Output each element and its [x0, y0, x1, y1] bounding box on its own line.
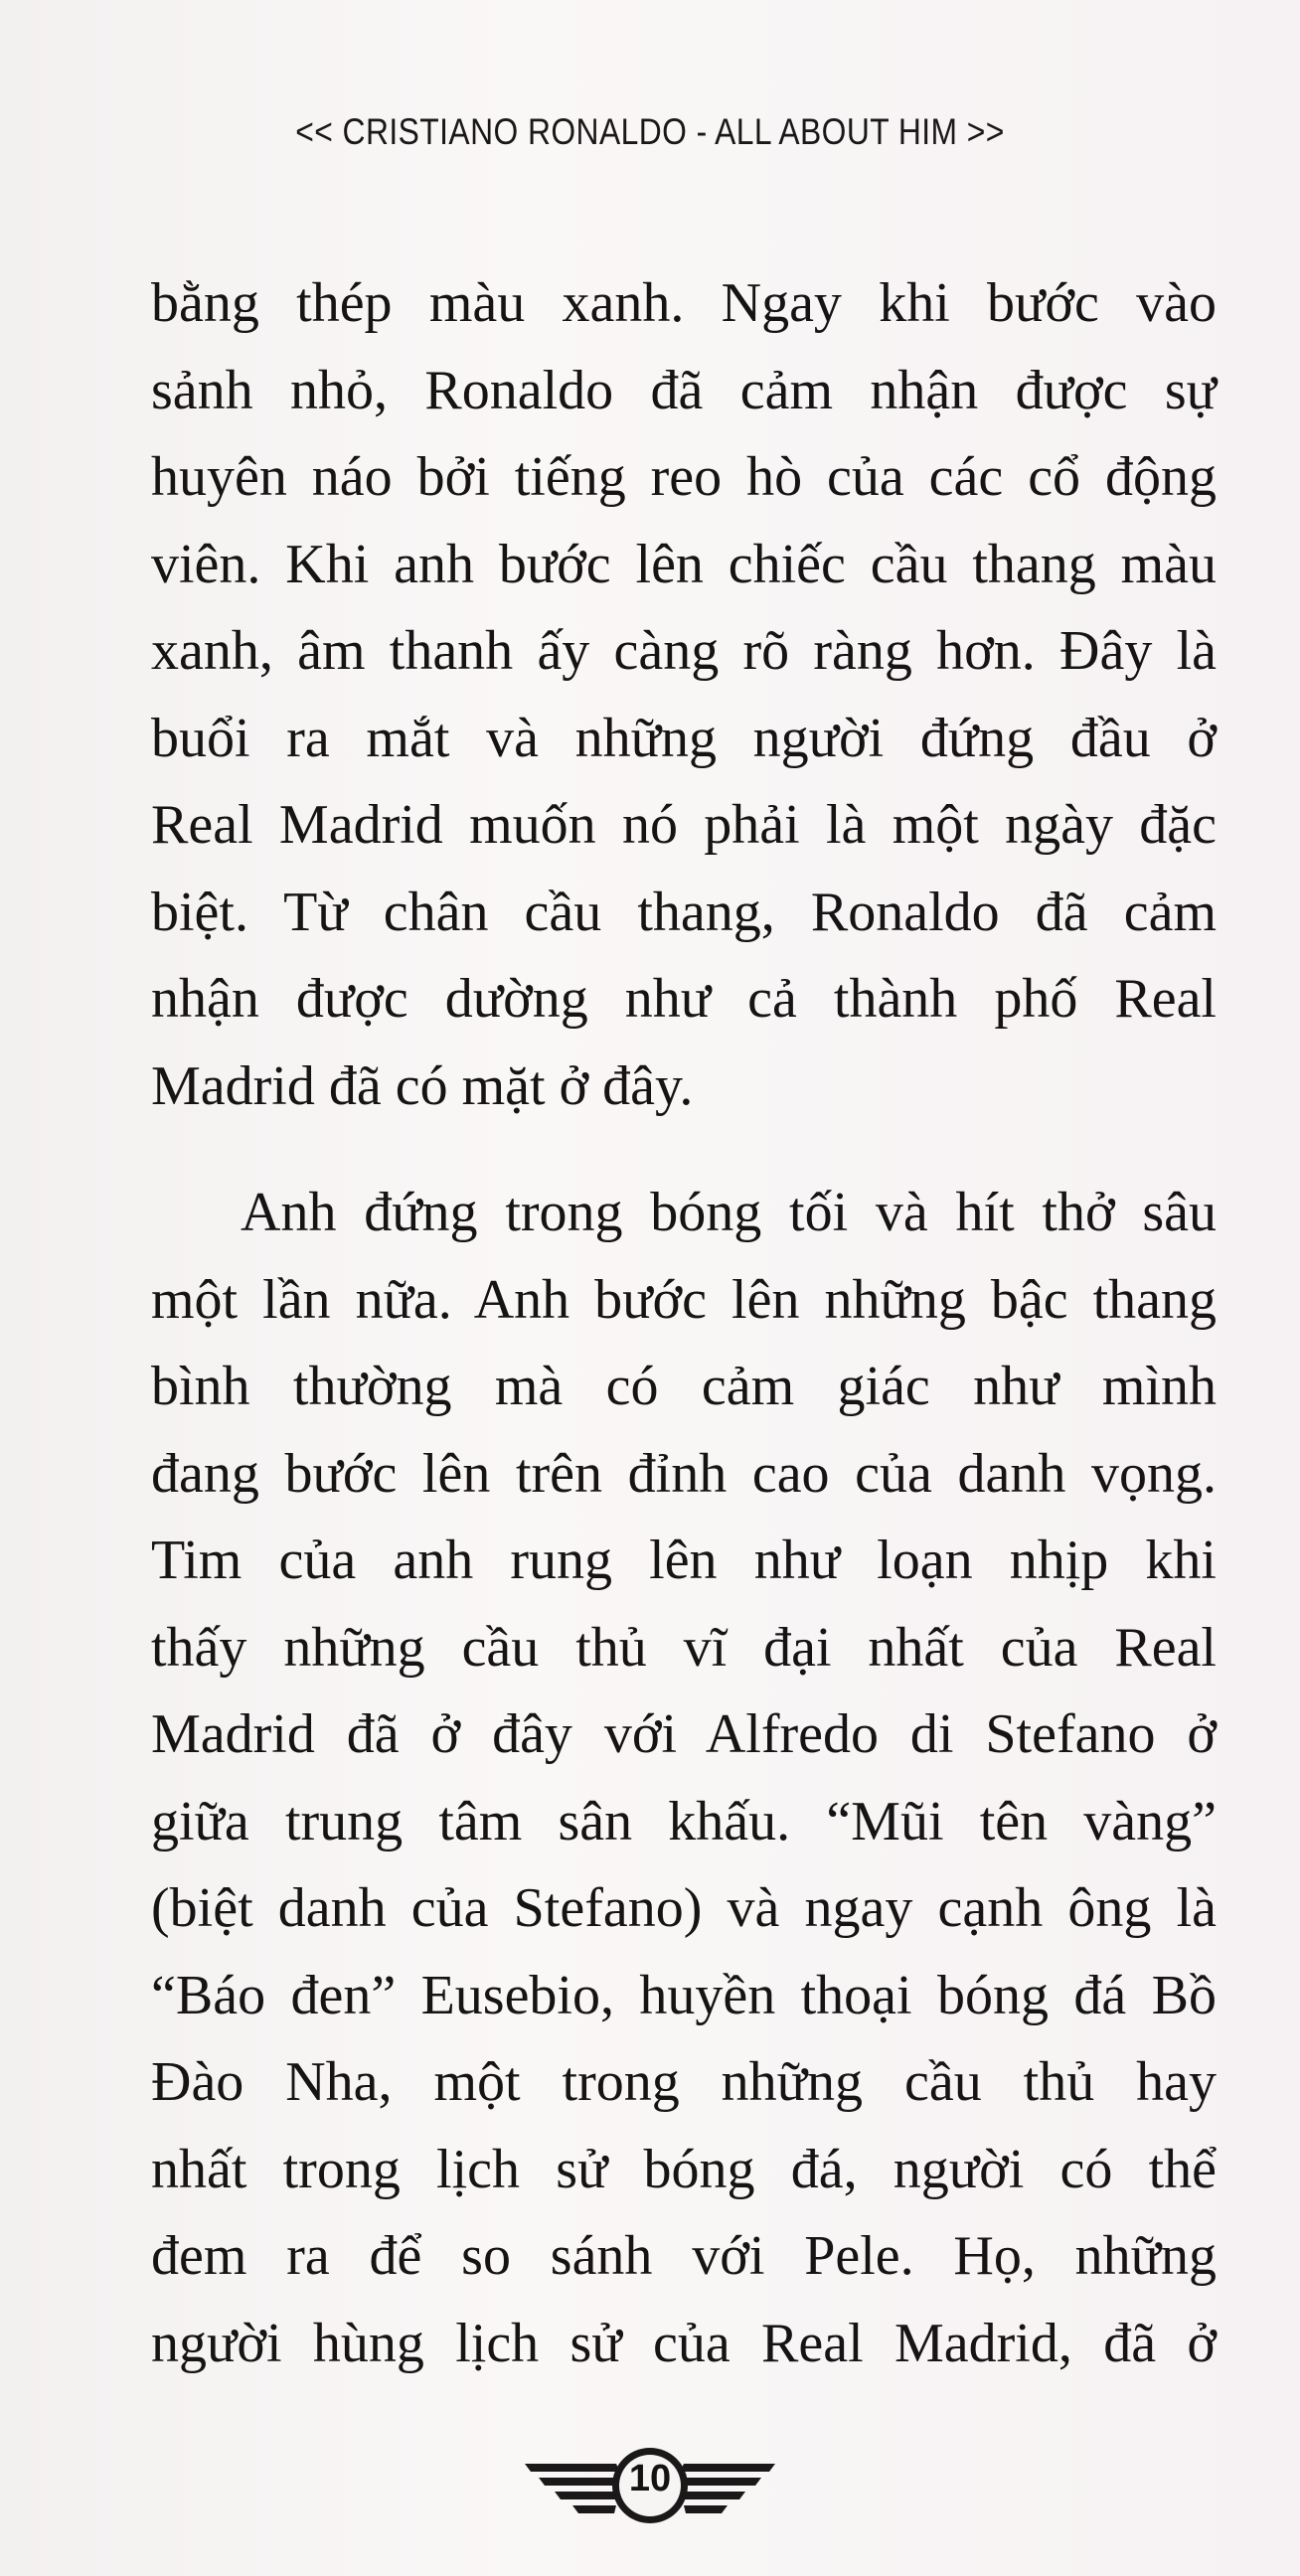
text-line: Anh đứng trong bóng tối và hít thở sâu: [241, 1182, 1217, 1243]
text-line: Tim của anh rung lên như loạn nhịp khi: [151, 1530, 1217, 1591]
text-line: sảnh nhỏ, Ronaldo đã cảm nhận được sự: [151, 359, 1217, 421]
page-footer: [0, 2430, 1300, 2539]
text-line: viên. Khi anh bước lên chiếc cầu thang màu: [151, 533, 1217, 595]
text-line: nhận được dường như cả thành phố Real: [151, 968, 1217, 1030]
text-line: xanh, âm thanh ấy càng rõ ràng hơn. Đây là: [151, 620, 1217, 682]
text-line: buổi ra mắt và những người đứng đầu ở: [151, 707, 1217, 769]
text-line: (biệt danh của Stefano) và ngay cạnh ông là: [151, 1877, 1217, 1939]
body-text: [151, 260, 1217, 2387]
paragraph-gap: [151, 1130, 1217, 1170]
text-line: thấy những cầu thủ vĩ đại nhất của Real: [151, 1616, 1217, 1679]
text-line: đem ra để so sánh với Pele. Họ, những: [151, 2225, 1217, 2287]
text-line: người hùng lịch sử của Real Madrid, đã ở: [151, 2312, 1217, 2374]
text-line: Đào Nha, một trong những cầu thủ hay: [151, 2051, 1217, 2113]
text-line: một lần nữa. Anh bước lên những bậc thang: [151, 1268, 1217, 1331]
page-number: 10: [628, 2458, 672, 2499]
text-line: giữa trung tâm sân khấu. “Mũi tên vàng”: [151, 1790, 1217, 1852]
running-header: << CRISTIANO RONALDO - ALL ABOUT HIM >>: [295, 111, 1005, 152]
text-line: bình thường mà có cảm giác như mình: [151, 1356, 1217, 1417]
text-line: biệt. Từ chân cầu thang, Ronaldo đã cảm: [151, 881, 1217, 943]
text-line: bằng thép màu xanh. Ngay khi bước vào: [151, 272, 1217, 334]
text-line: đang bước lên trên đỉnh cao của danh vọng.: [151, 1442, 1217, 1505]
text-line: huyên náo bởi tiếng reo hò của các cổ động: [151, 446, 1217, 508]
text-line: “Báo đen” Eusebio, huyền thoại bóng đá Bồ: [151, 1964, 1217, 2026]
text-line: Real Madrid muốn nó phải là một ngày đặc: [151, 794, 1217, 856]
text-line: nhất trong lịch sử bóng đá, người có thể: [151, 2138, 1217, 2200]
text-line: Madrid đã ở đây với Alfredo di Stefano ở: [151, 1703, 1217, 1765]
text-line: Madrid đã có mặt ở đây.: [151, 1054, 694, 1117]
